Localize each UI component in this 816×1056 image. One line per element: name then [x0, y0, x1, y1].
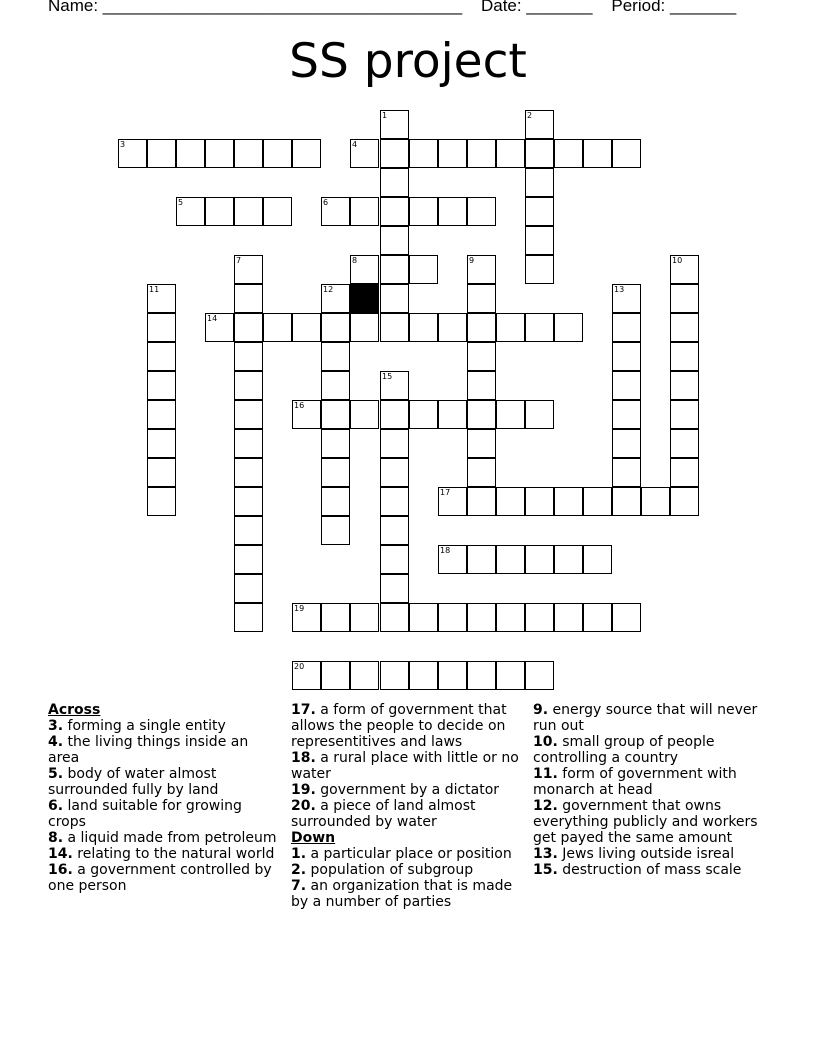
grid-cell[interactable] [467, 603, 496, 632]
grid-cell[interactable] [147, 371, 176, 400]
grid-cell[interactable] [380, 313, 409, 342]
grid-cell[interactable] [670, 400, 699, 429]
clue-item-text: land suitable for growing crops [48, 798, 242, 830]
grid-cell[interactable] [438, 603, 467, 632]
grid-cell[interactable] [612, 458, 641, 487]
grid-cell[interactable] [409, 400, 438, 429]
grid-cell[interactable] [321, 603, 350, 632]
grid-cell[interactable] [467, 342, 496, 371]
clue-item-text: an organization that is made by a number of parties [291, 878, 513, 910]
clue-item-number: 7. [291, 878, 307, 894]
grid-cell[interactable] [321, 313, 350, 342]
grid-cell[interactable] [350, 661, 379, 690]
clue-number: 19 [294, 604, 305, 613]
clues-column-3 [533, 702, 773, 878]
clue-number: 6 [323, 198, 329, 207]
clue-item [533, 734, 773, 766]
clue-item [48, 718, 278, 734]
grid-cell[interactable] [467, 487, 496, 516]
grid-cell[interactable] [525, 545, 554, 574]
clue-item-text: small group of people controlling a country [533, 734, 715, 766]
grid-cell[interactable] [438, 197, 467, 226]
grid-cell[interactable] [321, 429, 350, 458]
grid-cell[interactable] [496, 139, 525, 168]
grid-cell[interactable] [525, 168, 554, 197]
grid-cell[interactable] [409, 313, 438, 342]
clue-item-number: 12. [533, 798, 558, 814]
clue-number: 10 [672, 256, 683, 265]
grid-cell[interactable] [496, 487, 525, 516]
grid-cell[interactable] [612, 429, 641, 458]
grid-cell[interactable] [321, 661, 350, 690]
clue-item-text: a particular place or position [306, 846, 512, 862]
grid-cell[interactable] [467, 400, 496, 429]
clue-item [533, 702, 773, 734]
grid-cell[interactable] [612, 487, 641, 516]
grid-cell[interactable] [234, 429, 263, 458]
clue-item-number: 1. [291, 846, 307, 862]
clue-item-number: 8. [48, 830, 64, 846]
clue-item [291, 750, 526, 782]
clue-item-number: 11. [533, 766, 558, 782]
grid-cell[interactable] [438, 313, 467, 342]
grid-cell[interactable] [467, 661, 496, 690]
grid-cell[interactable] [467, 458, 496, 487]
clue-number: 8 [352, 256, 358, 265]
grid-cell[interactable] [670, 458, 699, 487]
grid-cell[interactable] [263, 313, 292, 342]
grid-cell[interactable] [612, 400, 641, 429]
grid-cell[interactable] [612, 313, 641, 342]
grid-cell[interactable] [234, 516, 263, 545]
section-heading: Across [48, 702, 101, 718]
clue-item-text: the living things inside an area [48, 734, 249, 766]
grid-cell[interactable] [525, 487, 554, 516]
clue-item-number: 15. [533, 862, 558, 878]
clue-item-text: destruction of mass scale [557, 862, 742, 878]
clue-item-number: 2. [291, 862, 307, 878]
clue-item [48, 862, 278, 894]
grid-cell[interactable] [147, 313, 176, 342]
grid-cell[interactable] [670, 313, 699, 342]
grid-cell[interactable] [525, 197, 554, 226]
grid-cell[interactable] [380, 168, 409, 197]
grid-cell[interactable] [321, 458, 350, 487]
clue-item-text: energy source that will never run out [533, 702, 758, 734]
clues-column-1 [48, 702, 278, 894]
grid-cell[interactable] [496, 313, 525, 342]
grid-cell[interactable] [380, 516, 409, 545]
grid-cell[interactable] [438, 400, 467, 429]
grid-cell[interactable] [380, 400, 409, 429]
grid-cell[interactable] [409, 603, 438, 632]
clue-number: 9 [469, 256, 475, 265]
clue-item [533, 846, 773, 862]
clue-item [291, 878, 526, 910]
clue-number: 3 [120, 140, 126, 149]
grid-cell[interactable] [380, 545, 409, 574]
grid-cell[interactable] [147, 139, 176, 168]
clue-item [291, 862, 526, 878]
grid-cell[interactable] [234, 342, 263, 371]
clue-item-text: a liquid made from petroleum [63, 830, 277, 846]
grid-cell[interactable] [147, 400, 176, 429]
clue-item [291, 782, 526, 798]
clue-number: 5 [178, 198, 184, 207]
clue-number: 1 [382, 111, 388, 120]
clue-item-number: 13. [533, 846, 558, 862]
grid-cell[interactable] [234, 400, 263, 429]
clue-item-text: form of government with monarch at head [533, 766, 737, 798]
grid-cell[interactable] [525, 661, 554, 690]
clue-item [533, 798, 773, 846]
grid-cell[interactable] [263, 139, 292, 168]
clue-item-text: Jews living outside isreal [557, 846, 735, 862]
grid-cell[interactable] [234, 284, 263, 313]
grid-cell[interactable] [554, 545, 583, 574]
grid-cell[interactable] [380, 226, 409, 255]
grid-cell[interactable] [496, 661, 525, 690]
grid-cell[interactable] [380, 429, 409, 458]
clue-item [533, 862, 773, 878]
grid-cell[interactable] [467, 429, 496, 458]
grid-cell[interactable] [409, 255, 438, 284]
grid-cell[interactable] [205, 197, 234, 226]
grid-cell[interactable] [496, 545, 525, 574]
grid-cell[interactable] [525, 400, 554, 429]
grid-cell[interactable] [409, 197, 438, 226]
grid-cell[interactable] [467, 371, 496, 400]
grid-cell[interactable] [234, 487, 263, 516]
grid-cell[interactable] [438, 139, 467, 168]
clue-item-number: 16. [48, 862, 73, 878]
grid-cell[interactable] [263, 197, 292, 226]
grid-cell[interactable] [147, 458, 176, 487]
grid-cell[interactable] [205, 139, 234, 168]
grid-cell[interactable] [147, 429, 176, 458]
clue-item-text: government by a dictator [315, 782, 500, 798]
student-info-line: Name: ______________________________________ Date: _______ Period: _______ [48, 0, 737, 15]
clue-item-number: 20. [291, 798, 316, 814]
grid-cell[interactable] [525, 313, 554, 342]
grid-cell[interactable] [496, 603, 525, 632]
clue-number: 16 [294, 401, 305, 410]
grid-cell[interactable] [234, 313, 263, 342]
clue-item-number: 3. [48, 718, 64, 734]
grid-cell[interactable] [670, 342, 699, 371]
clue-item-number: 14. [48, 846, 73, 862]
grid-cell[interactable] [234, 545, 263, 574]
grid-cell[interactable] [525, 139, 554, 168]
clue-item-text: a piece of land almost surrounded by water [291, 798, 476, 830]
clue-item-text: relating to the natural world [72, 846, 275, 862]
grid-cell[interactable] [467, 545, 496, 574]
grid-cell[interactable] [612, 139, 641, 168]
grid-cell[interactable] [234, 574, 263, 603]
grid-cell[interactable] [525, 603, 554, 632]
clue-item-text: a form of government that allows the people to decide on representitives and laws [291, 702, 507, 750]
clue-number: 14 [207, 314, 218, 323]
blocked-cell [350, 284, 379, 313]
grid-cell[interactable] [321, 516, 350, 545]
grid-cell[interactable] [234, 458, 263, 487]
grid-cell[interactable] [554, 487, 583, 516]
clues-column-2 [291, 702, 526, 910]
grid-cell[interactable] [321, 487, 350, 516]
grid-cell[interactable] [292, 139, 321, 168]
clue-item-number: 5. [48, 766, 64, 782]
clue-number: 2 [527, 111, 533, 120]
clue-item-number: 19. [291, 782, 316, 798]
clue-item [48, 798, 278, 830]
grid-cell[interactable] [612, 342, 641, 371]
clue-item [291, 798, 526, 830]
grid-cell[interactable] [612, 603, 641, 632]
grid-cell[interactable] [147, 487, 176, 516]
grid-cell[interactable] [380, 603, 409, 632]
grid-cell[interactable] [583, 603, 612, 632]
grid-cell[interactable] [380, 255, 409, 284]
clue-item-text: a rural place with little or no water [291, 750, 519, 782]
grid-cell[interactable] [380, 661, 409, 690]
grid-cell[interactable] [438, 661, 467, 690]
grid-cell[interactable] [612, 371, 641, 400]
clue-number: 15 [382, 372, 393, 381]
clue-item-number: 18. [291, 750, 316, 766]
clue-number: 13 [614, 285, 625, 294]
clue-number: 20 [294, 662, 305, 671]
grid-cell[interactable] [670, 371, 699, 400]
clue-item [533, 766, 773, 798]
grid-cell[interactable] [525, 255, 554, 284]
grid-cell[interactable] [350, 313, 379, 342]
grid-cell[interactable] [467, 313, 496, 342]
grid-cell[interactable] [234, 603, 263, 632]
grid-cell[interactable] [554, 139, 583, 168]
clue-item-text: body of water almost surrounded fully by land [48, 766, 219, 798]
grid-cell[interactable] [525, 226, 554, 255]
clue-item-number: 6. [48, 798, 64, 814]
grid-cell[interactable] [380, 284, 409, 313]
clue-item-number: 9. [533, 702, 549, 718]
clue-item [48, 830, 278, 846]
clue-number: 7 [236, 256, 242, 265]
grid-cell[interactable] [147, 342, 176, 371]
grid-cell[interactable] [350, 197, 379, 226]
clue-number: 17 [440, 488, 451, 497]
clue-number: 12 [323, 285, 334, 294]
page-title: SS project [289, 34, 527, 89]
grid-cell[interactable] [496, 400, 525, 429]
grid-cell[interactable] [176, 139, 205, 168]
grid-cell[interactable] [409, 139, 438, 168]
clue-item-number: 10. [533, 734, 558, 750]
grid-cell[interactable] [467, 197, 496, 226]
clue-number: 11 [149, 285, 160, 294]
clue-item-number: 4. [48, 734, 64, 750]
grid-cell[interactable] [380, 197, 409, 226]
grid-cell[interactable] [350, 603, 379, 632]
grid-cell[interactable] [554, 313, 583, 342]
grid-cell[interactable] [583, 487, 612, 516]
grid-cell[interactable] [292, 313, 321, 342]
grid-cell[interactable] [641, 487, 670, 516]
grid-cell[interactable] [583, 139, 612, 168]
grid-cell[interactable] [670, 487, 699, 516]
grid-cell[interactable] [467, 284, 496, 313]
section-heading: Down [291, 830, 336, 846]
clue-item [48, 766, 278, 798]
grid-cell[interactable] [380, 458, 409, 487]
clue-item [291, 846, 526, 862]
clue-number: 18 [440, 546, 451, 555]
grid-cell[interactable] [380, 487, 409, 516]
grid-cell[interactable] [321, 400, 350, 429]
clue-item-number: 17. [291, 702, 316, 718]
clue-item [291, 702, 526, 750]
grid-cell[interactable] [467, 139, 496, 168]
grid-cell[interactable] [380, 574, 409, 603]
grid-cell[interactable] [321, 342, 350, 371]
grid-cell[interactable] [409, 661, 438, 690]
grid-cell[interactable] [380, 139, 409, 168]
clue-item-text: forming a single entity [63, 718, 226, 734]
grid-cell[interactable] [234, 197, 263, 226]
clue-number: 4 [352, 140, 358, 149]
grid-cell[interactable] [234, 139, 263, 168]
grid-cell[interactable] [670, 284, 699, 313]
grid-cell[interactable] [350, 400, 379, 429]
grid-cell[interactable] [234, 371, 263, 400]
grid-cell[interactable] [670, 429, 699, 458]
grid-cell[interactable] [583, 545, 612, 574]
clue-item [48, 734, 278, 766]
grid-cell[interactable] [554, 603, 583, 632]
clue-item-text: government that owns everything publicly and workers get payed the same amount [533, 798, 758, 846]
grid-cell[interactable] [321, 371, 350, 400]
clue-item-text: a government controlled by one person [48, 862, 272, 894]
clue-item [48, 846, 278, 862]
clue-item-text: population of subgroup [306, 862, 474, 878]
